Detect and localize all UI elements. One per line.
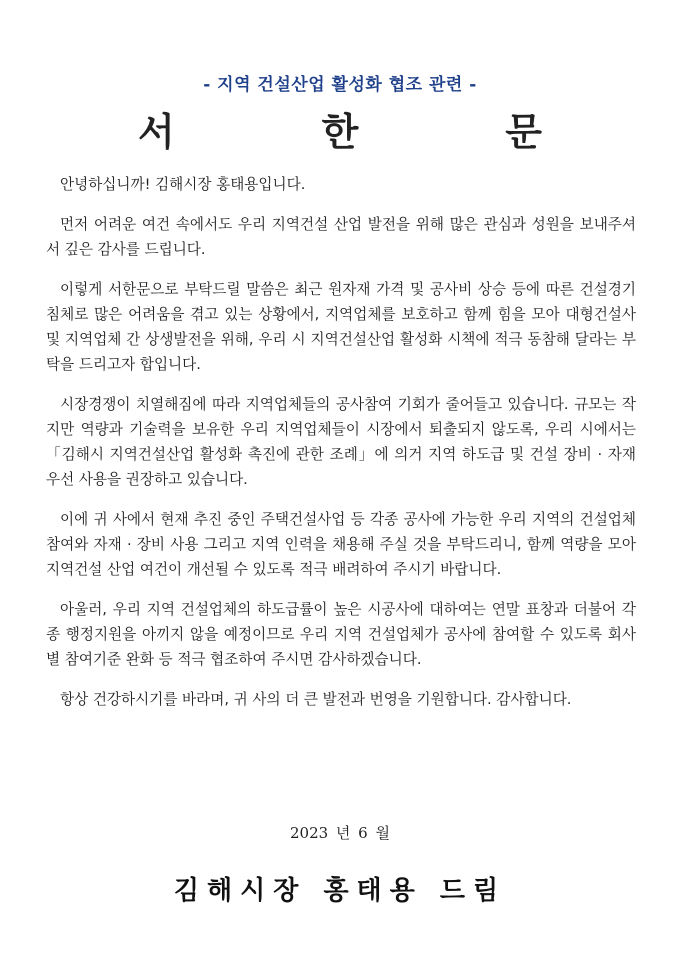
body-paragraph: 이에 귀 사에서 현재 추진 중인 주택건설사업 등 각종 공사에 가능한 우리 지역의 건설업체 참여와 자재 · 장비 사용 그리고 지역 인력을 채용해 주실 것을 부탁드리니, 함께 역량을 모아 지역건설 산업 여건이 개선될 수 있도록 적극 배려하여 주시기 바랍니다. xyxy=(46,511,636,578)
letter-title xyxy=(138,108,542,156)
closing-paragraph: 항상 건강하시기를 바라며, 귀 사의 더 큰 발전과 번영을 기원합니다. 감사합니다. xyxy=(60,691,572,708)
title-char: 한 xyxy=(321,109,359,154)
letter-signature: 김해시장 홍태용 드림 xyxy=(173,876,507,906)
letter-body xyxy=(46,172,636,727)
letter-date: 2023 년 6 월 xyxy=(289,824,390,842)
letter-subtitle: - 지역 건설산업 활성화 협조 관련 - xyxy=(203,75,477,95)
greeting-paragraph: 안녕하십니까! 김해시장 홍태용입니다. xyxy=(60,176,306,193)
title-char: 서 xyxy=(138,109,175,154)
body-paragraph: 이렇게 서한문으로 부탁드릴 말씀은 최근 원자재 가격 및 공사비 상승 등에 따른 건설경기 침체로 많은 어려움을 겪고 있는 상황에서, 지역업체를 보호하고 함께 힘을 모아 대형건설사 및 지역업체 간 상생발전을 위해, 우리 시 지역건설산업 활성화 시책에 적극 동참해 달라는 부탁을 드리고자 합입니다. xyxy=(46,281,636,373)
title-char: 문 xyxy=(505,109,542,154)
body-paragraph: 아울러, 우리 지역 건설업체의 하도급률이 높은 시공사에 대하여는 연말 표창과 더불어 각종 행정지원을 아끼지 않을 예정이므로 우리 지역 건설업체가 공사에 참여할 수 있도록 회사별 참여기준 완화 등 적극 협조하여 주시면 감사하겠습니다. xyxy=(46,601,636,668)
body-paragraph: 시장경쟁이 치열해짐에 따라 지역업체들의 공사참여 기회가 줄어들고 있습니다. 규모는 작지만 역량과 기술력을 보유한 우리 지역업체들이 시장에서 퇴출되지 않도록, 우리 시에서는 「김해시 지역건설산업 활성화 촉진에 관한 조례」에 의거 지역 하도급 및 건설 장비 · 자재 우선 사용을 권장하고 있습니다. xyxy=(46,396,636,488)
body-paragraph: 먼저 어려운 여건 속에서도 우리 지역건설 산업 발전을 위해 많은 관심과 성원을 보내주셔서 깊은 감사를 드립니다. xyxy=(46,216,636,258)
